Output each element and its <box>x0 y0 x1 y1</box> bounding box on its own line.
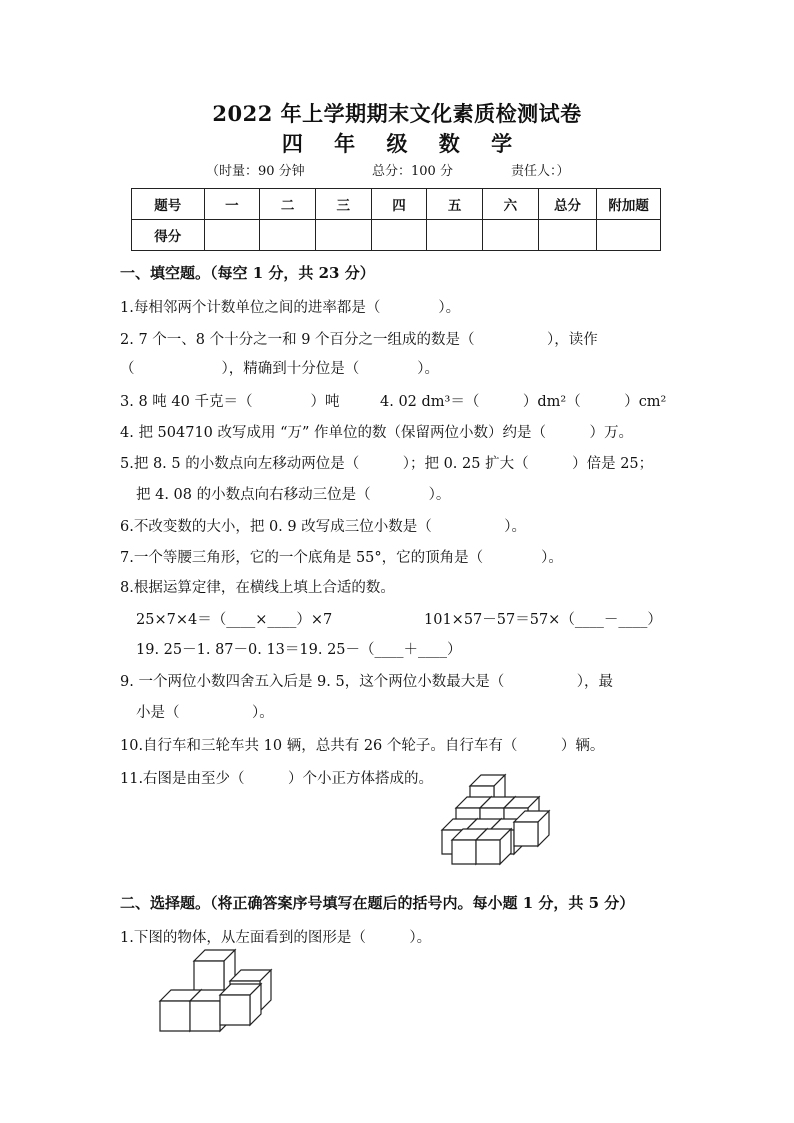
score-table-header-row <box>132 189 661 220</box>
question-3-part1: 3. 8 吨 40 千克＝（ ）吨 <box>120 394 340 410</box>
score-cell[interactable] <box>538 220 597 251</box>
section1-heading: 一、填空题。（每空 1 分，共 23 分） <box>120 264 375 282</box>
question-8-expr-a: 25×7×4＝（____×____）×7 <box>136 612 333 628</box>
question-2-line2: （ ），精确到十分位是（ ）。 <box>120 361 439 377</box>
score-header-cell: 四 <box>371 189 427 220</box>
question-5-line1: 5.把 8. 5 的小数点向左移动两位是（ ）；把 0. 25 扩大（ ）倍是 25； <box>120 456 654 472</box>
section2-question-1: 1.下图的物体，从左面看到的图形是（ ）。 <box>120 930 432 946</box>
question-8-expr-c: 19. 25－1. 87－0. 13＝19. 25－（____＋____） <box>136 642 462 658</box>
question-9-line2: 小是（ ）。 <box>136 705 274 721</box>
score-header-cell: 六 <box>483 189 539 220</box>
question-4: 4. 把 504710 改写成用 “万” 作单位的数（保留两位小数）约是（ ）万。 <box>120 425 634 441</box>
score-header-cell: 总分 <box>538 189 597 220</box>
score-cell[interactable] <box>315 220 371 251</box>
question-10: 10.自行车和三轮车共 10 辆，总共有 26 个轮子。自行车有（ ）辆。 <box>120 738 605 754</box>
cube <box>476 829 511 864</box>
exam-title: 2022 年上学期期末文化素质检测试卷 <box>212 101 582 126</box>
exam-subject: 四 年 级 数 学 <box>281 131 513 156</box>
question-11: 11.右图是由至少（ ）个小正方体搭成的。 <box>120 771 434 787</box>
question-8: 8.根据运算定律，在横线上填上合适的数。 <box>120 580 395 596</box>
question-7: 7.一个等腰三角形，它的一个底角是 55°，它的顶角是（ ）。 <box>120 550 563 566</box>
score-table-score-row <box>132 220 661 251</box>
score-cell[interactable] <box>483 220 539 251</box>
score-cell[interactable] <box>427 220 483 251</box>
question-5-line2: 把 4. 08 的小数点向右移动三位是（ ）。 <box>136 487 451 503</box>
question-9-line1: 9. 一个两位小数四舍五入后是 9. 5，这个两位小数最大是（ ），最 <box>120 674 613 690</box>
score-row-label: 得分 <box>132 220 205 251</box>
score-header-cell: 二 <box>260 189 316 220</box>
cube <box>220 984 261 1025</box>
score-cell[interactable] <box>260 220 316 251</box>
question-2-line1: 2. 7 个一、8 个十分之一和 9 个百分之一组成的数是（ ），读作 <box>120 332 598 348</box>
exam-responsible: 责任人：） <box>511 164 570 179</box>
cube <box>514 811 549 846</box>
score-cell[interactable] <box>204 220 260 251</box>
cube <box>194 950 235 991</box>
exam-total-score: 总分：100 分 <box>372 164 453 179</box>
score-header-cell: 题号 <box>132 189 205 220</box>
cube-stack-figure-1 <box>440 772 555 867</box>
section2-heading: 二、选择题。（将正确答案序号填写在题后的括号内。每小题 1 分，共 5 分） <box>120 894 635 912</box>
score-header-cell: 五 <box>427 189 483 220</box>
score-header-cell: 附加题 <box>597 189 661 220</box>
score-cell[interactable] <box>371 220 427 251</box>
cube-stack-figure-2 <box>150 945 275 1035</box>
score-cell[interactable] <box>597 220 661 251</box>
question-3-part2: 4. 02 dm³＝（ ）dm²（ ）cm² <box>380 394 667 410</box>
score-header-cell: 一 <box>204 189 260 220</box>
question-6: 6.不改变数的大小，把 0. 9 改写成三位小数是（ ）。 <box>120 519 526 535</box>
question-8-expr-b: 101×57－57＝57×（____－____） <box>424 612 662 628</box>
score-header-cell: 三 <box>315 189 371 220</box>
exam-time: （时量：90 分钟 <box>206 164 305 179</box>
question-1: 1.每相邻两个计数单位之间的进率都是（ ）。 <box>120 300 461 316</box>
score-table <box>131 188 661 251</box>
